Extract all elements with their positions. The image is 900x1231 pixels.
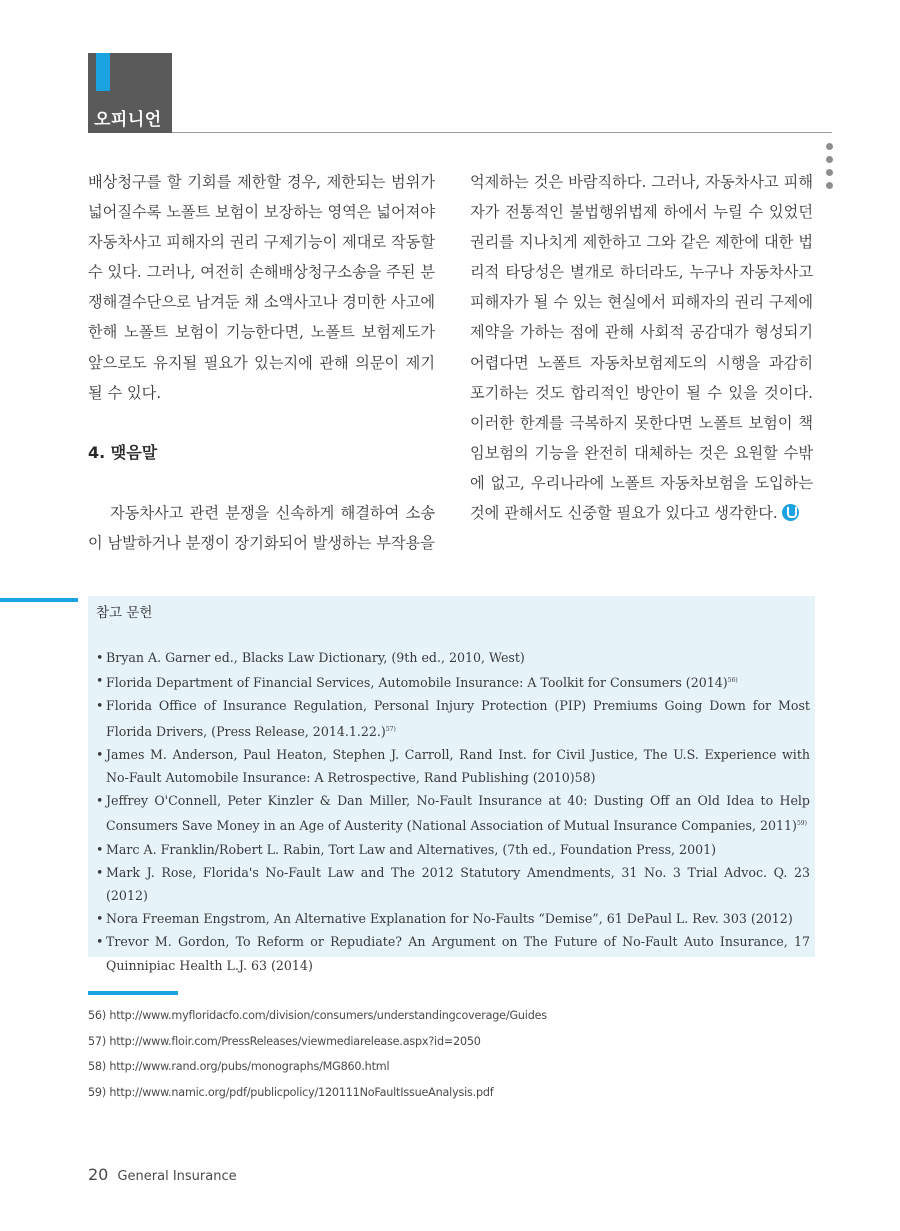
reference-item: [96, 861, 810, 907]
section-tag: [88, 53, 172, 133]
section-tag-label: 오피니언: [94, 110, 162, 130]
footnote-58: 58) http://www.rand.org/pubs/monographs/MG860.html: [88, 1060, 390, 1074]
reference-text: Marc A. Franklin/Robert L. Rabin, Tort Law and Alternatives, (7th ed., Foundation Press, 2001): [106, 841, 717, 857]
reference-item: [96, 789, 810, 837]
footnotes: [88, 1003, 547, 1105]
reference-text: Jeffrey O'Connell, Peter Kinzler & Dan Miller, No-Fault Insurance at 40: Dusting Off an Old Idea to Help Consumers Save Money in an Age of Austerity (National Association of Mutual Insurance Companies, 2011): [106, 793, 810, 834]
right-column: [470, 167, 813, 528]
magazine-name: General Insurance: [117, 1169, 237, 1184]
end-mark-icon: [782, 504, 799, 521]
page-footer: [88, 1165, 237, 1184]
reference-item: [96, 694, 810, 742]
reference-text: Trevor M. Gordon, To Reform or Repudiate? An Argument on The Future of No-Fault Auto Insurance, 17 Quinnipiac Health L.J. 63 (2014): [106, 934, 810, 973]
reference-item: [96, 646, 810, 669]
footnote-59: 59) http://www.namic.org/pdf/publicpolicy/120111NoFaultIssueAnalysis.pdf: [88, 1085, 494, 1099]
reference-text: James M. Anderson, Paul Heaton, Stephen J. Carroll, Rand Inst. for Civil Justice, The U.S. Experience with No-Fault Automobile Insurance: A Retrospective, Rand Publishing (2010)58): [106, 746, 810, 786]
reference-text: Florida Department of Financial Services, Automobile Insurance: A Toolkit for Consumers (2014): [106, 675, 728, 691]
references-box: [88, 596, 815, 973]
header-rule: [172, 132, 832, 133]
tag-accent-bar: [96, 53, 110, 91]
reference-text: Bryan A. Garner ed., Blacks Law Dictionary, (9th ed., 2010, West): [106, 650, 525, 665]
page-number: 20: [88, 1165, 109, 1184]
references-list: [96, 646, 810, 977]
footnotes-accent-bar: [88, 991, 178, 995]
reference-text: Nora Freeman Engstrom, An Alternative Explanation for No-Faults “Demise”, 61 DePaul L. Rev. 303 (2012): [106, 911, 793, 927]
reference-item: [96, 907, 810, 930]
footnote-marker: 56): [727, 677, 738, 685]
reference-item: [96, 838, 810, 861]
footnote-marker: 57): [385, 725, 396, 733]
references-title: 참고 문헌: [96, 605, 153, 621]
references-accent-bar: [0, 598, 78, 602]
body-text: 억제하는 것은 바람직하다. 그러나, 자동차사고 피해자가 전통적인 불법행위법제 하에서 누릴 수 있었던 권리를 지나치게 제한하고 그와 같은 제한에 대한 법리적 타당성은 별개로 하더라도, 누구나 자동차사고 피해자가 될 수 있는 현실에서 피해자의 권리 구제에 제약을 가하는 점에 관해 사회적 공감대가 형성되기 어렵다면 노폴트 자동차보험제도의 시행을 과감히 포기하는 것도 합리적인 방안이 될 수 있을 것이다. 이러한 한계를 극복하지 못한다면 노폴트 보험이 책임보험의 기능을 완전히 대체하는 것은 요원할 수밖에 없고, 우리나라에 노폴트 자동차보험을 도입하는 것에 관해서도 신중할 필요가 있다고 생각한다.: [470, 173, 813, 523]
decorative-dots: [826, 143, 836, 195]
body-paragraph: [470, 167, 813, 528]
reference-item: [96, 669, 810, 694]
reference-text: Mark J. Rose, Florida's No-Fault Law and The 2012 Statutory Amendments, 31 No. 3 Trial Advoc. Q. 23 (2012): [106, 864, 810, 904]
reference-text: Florida Office of Insurance Regulation, Personal Injury Protection (PIP) Premiums Going Down for Most Florida Drivers, (Press Release, 2014.1.22.): [106, 698, 810, 739]
section-heading: 4. 맺음말: [88, 442, 158, 462]
reference-item: [96, 930, 810, 976]
footnote-56: 56) http://www.myfloridacfo.com/division/consumers/understandingcoverage/Guides: [88, 1009, 547, 1022]
left-column: [88, 167, 435, 558]
footnote-marker: 59): [796, 820, 807, 828]
body-paragraph: 배상청구를 할 기회를 제한할 경우, 제한되는 범위가 넓어질수록 노폴트 보험이 보장하는 영역은 넓어져야 자동차사고 피해자의 권리 구제기능이 제대로 작동할 수 있다. 그러나, 여전히 손해배상청구소송을 주된 분쟁해결수단으로 남겨둔 채 소액사고나 경미한 사고에 한해 노폴트 보험이 기능한다면, 노폴트 보험제도가 앞으로도 유지될 필요가 있는지에 관해 의문이 제기될 수 있다.: [88, 173, 435, 402]
footnote-57: 57) http://www.floir.com/PressReleases/viewmediarelease.aspx?id=2050: [88, 1034, 481, 1048]
reference-item: [96, 743, 810, 789]
body-paragraph: 자동차사고 관련 분쟁을 신속하게 해결하여 소송이 남발하거나 분쟁이 장기화되어 발생하는 부작용을: [88, 503, 435, 552]
